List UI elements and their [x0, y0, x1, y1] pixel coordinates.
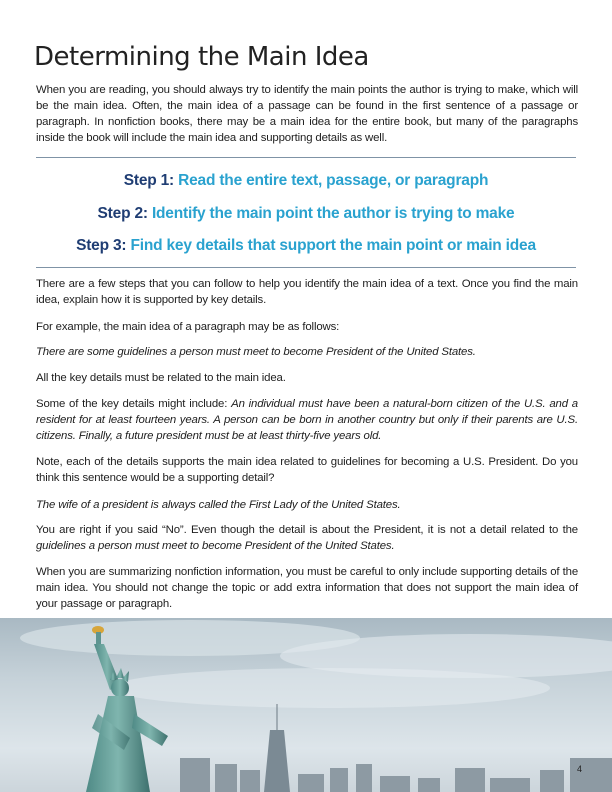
example-main-idea: There are some guidelines a person must meet to become President of the United States. — [36, 346, 476, 358]
answer-italic: guidelines a person must meet to become President of the United States. — [36, 540, 395, 552]
body-paragraph-6: Note, each of the details supports the main idea related to guidelines for becoming a U.S. President. Do you think this sentence would be a supporting detail? — [36, 456, 578, 484]
summary-paragraph: When you are summarizing nonfiction information, you must be careful to only include supporting details of the main idea. You should not change the topic or add extra information that does not support the main idea of your passage or paragraph. — [36, 566, 578, 610]
step-1 — [0, 172, 612, 190]
step-2 — [0, 205, 612, 223]
key-details-example: An individual must have been a natural-born citizen of the U.S. and a resident for at least fourteen years. A person can be born in another country but only if their parents are U.S. citizens. Finally, a future president must be at least thirty-five years old. — [36, 398, 578, 442]
step-3-number: Step 3: — [76, 237, 127, 254]
step-1-text: Read the entire text, passage, or paragraph — [178, 172, 489, 189]
page-number: 4 — [577, 764, 583, 774]
divider-top — [36, 157, 576, 158]
answer-lead: You are right if you said “No”. Even though the detail is about the President, it is not a detail related to the — [36, 524, 578, 536]
statue-of-liberty-photo — [0, 618, 612, 792]
intro-paragraph: When you are reading, you should always try to identify the main points the author is trying to make, which will be the main idea. Often, the main idea of a passage can be found in the first sentence of a passage or paragraph. In nonfiction books, there may be a main idea for the entire book, but many of the paragraphs inside the book will include the main idea and supporting details as well. — [36, 84, 578, 144]
step-2-number: Step 2: — [97, 205, 148, 222]
example-sentence: The wife of a president is always called the First Lady of the United States. — [36, 499, 401, 511]
body-paragraph-2: For example, the main idea of a paragraph may be as follows: — [36, 321, 340, 333]
step-3 — [0, 237, 612, 255]
step-3-text: Find key details that support the main point or main idea — [130, 237, 536, 254]
page-title: Determining the Main Idea — [34, 42, 369, 72]
step-2-text: Identify the main point the author is trying to make — [151, 205, 515, 222]
body-paragraph-4: All the key details must be related to the main idea. — [36, 372, 286, 384]
step-1-number: Step 1: — [123, 172, 175, 189]
body-paragraph-1: There are a few steps that you can follow to help you identify the main idea of a text. Once you find the main idea, explain how it is supported by key details. — [36, 278, 578, 306]
key-details-paragraph — [36, 396, 578, 444]
key-details-lead: Some of the key details might include: — [36, 398, 232, 410]
answer-paragraph — [36, 522, 578, 554]
divider-bottom — [36, 267, 576, 268]
